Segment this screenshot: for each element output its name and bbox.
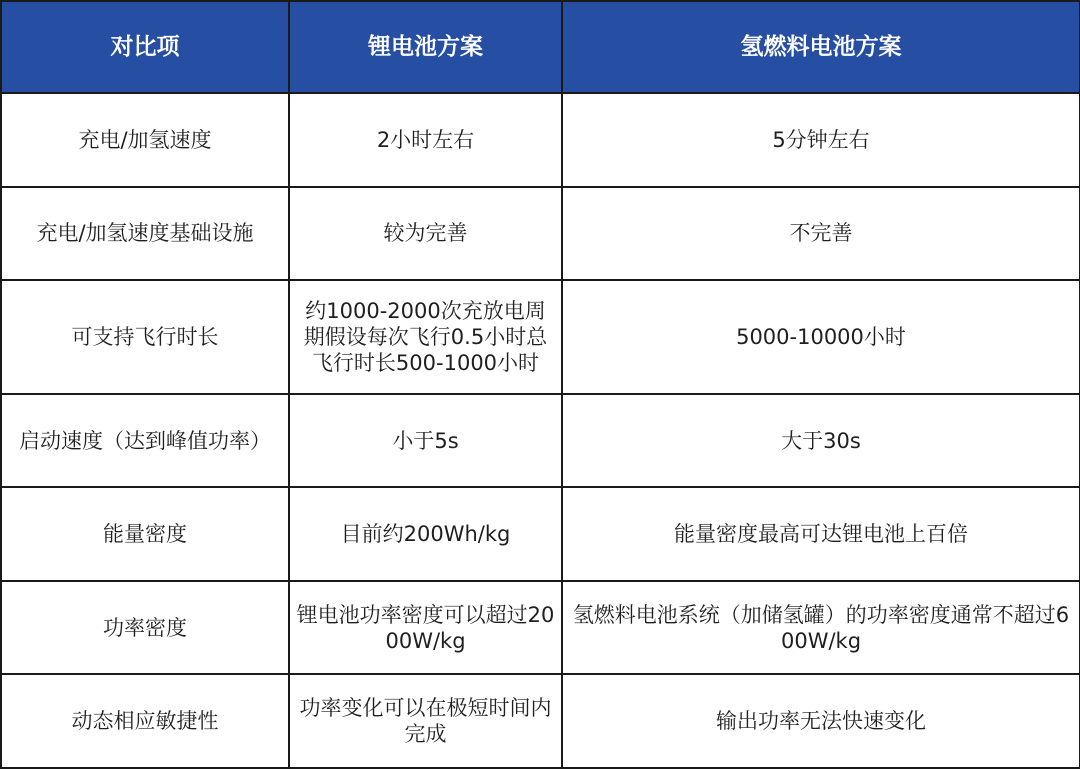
lithium-cell: 功率变化可以在极短时间内完成 [289,674,562,768]
table-row [1,187,1080,281]
header-hydrogen-fuel-cell: 氢燃料电池方案 [562,1,1080,93]
lithium-cell: 锂电池功率密度可以超过2000W/kg [289,581,562,675]
lithium-cell: 约1000-2000次充放电周期假设每次飞行0.5小时总飞行时长500-1000小时 [289,280,562,394]
hydrogen-cell: 输出功率无法快速变化 [562,674,1080,768]
table-row [1,280,1080,394]
lithium-cell: 较为完善 [289,187,562,281]
table-row [1,394,1080,488]
hydrogen-cell: 能量密度最高可达锂电池上百倍 [562,487,1080,581]
hydrogen-cell: 5000-10000小时 [562,280,1080,394]
table-row [1,93,1080,187]
lithium-cell: 2小时左右 [289,93,562,187]
row-label: 充电/加氢速度 [1,93,289,187]
table-row [1,487,1080,581]
header-lithium-battery: 锂电池方案 [289,1,562,93]
row-label: 能量密度 [1,487,289,581]
lithium-cell: 小于5s [289,394,562,488]
lithium-cell: 目前约200Wh/kg [289,487,562,581]
hydrogen-cell: 5分钟左右 [562,93,1080,187]
row-label: 可支持飞行时长 [1,280,289,394]
row-label: 功率密度 [1,581,289,675]
hydrogen-cell: 氢燃料电池系统（加储氢罐）的功率密度通常不超过600W/kg [562,581,1080,675]
header-comparison-item: 对比项 [1,1,289,93]
table-header [1,1,1080,93]
row-label: 充电/加氢速度基础设施 [1,187,289,281]
table-body [1,93,1080,768]
table-row [1,581,1080,675]
row-label: 启动速度（达到峰值功率） [1,394,289,488]
header-row [1,1,1080,93]
table-row [1,674,1080,768]
hydrogen-cell: 不完善 [562,187,1080,281]
hydrogen-cell: 大于30s [562,394,1080,488]
row-label: 动态相应敏捷性 [1,674,289,768]
